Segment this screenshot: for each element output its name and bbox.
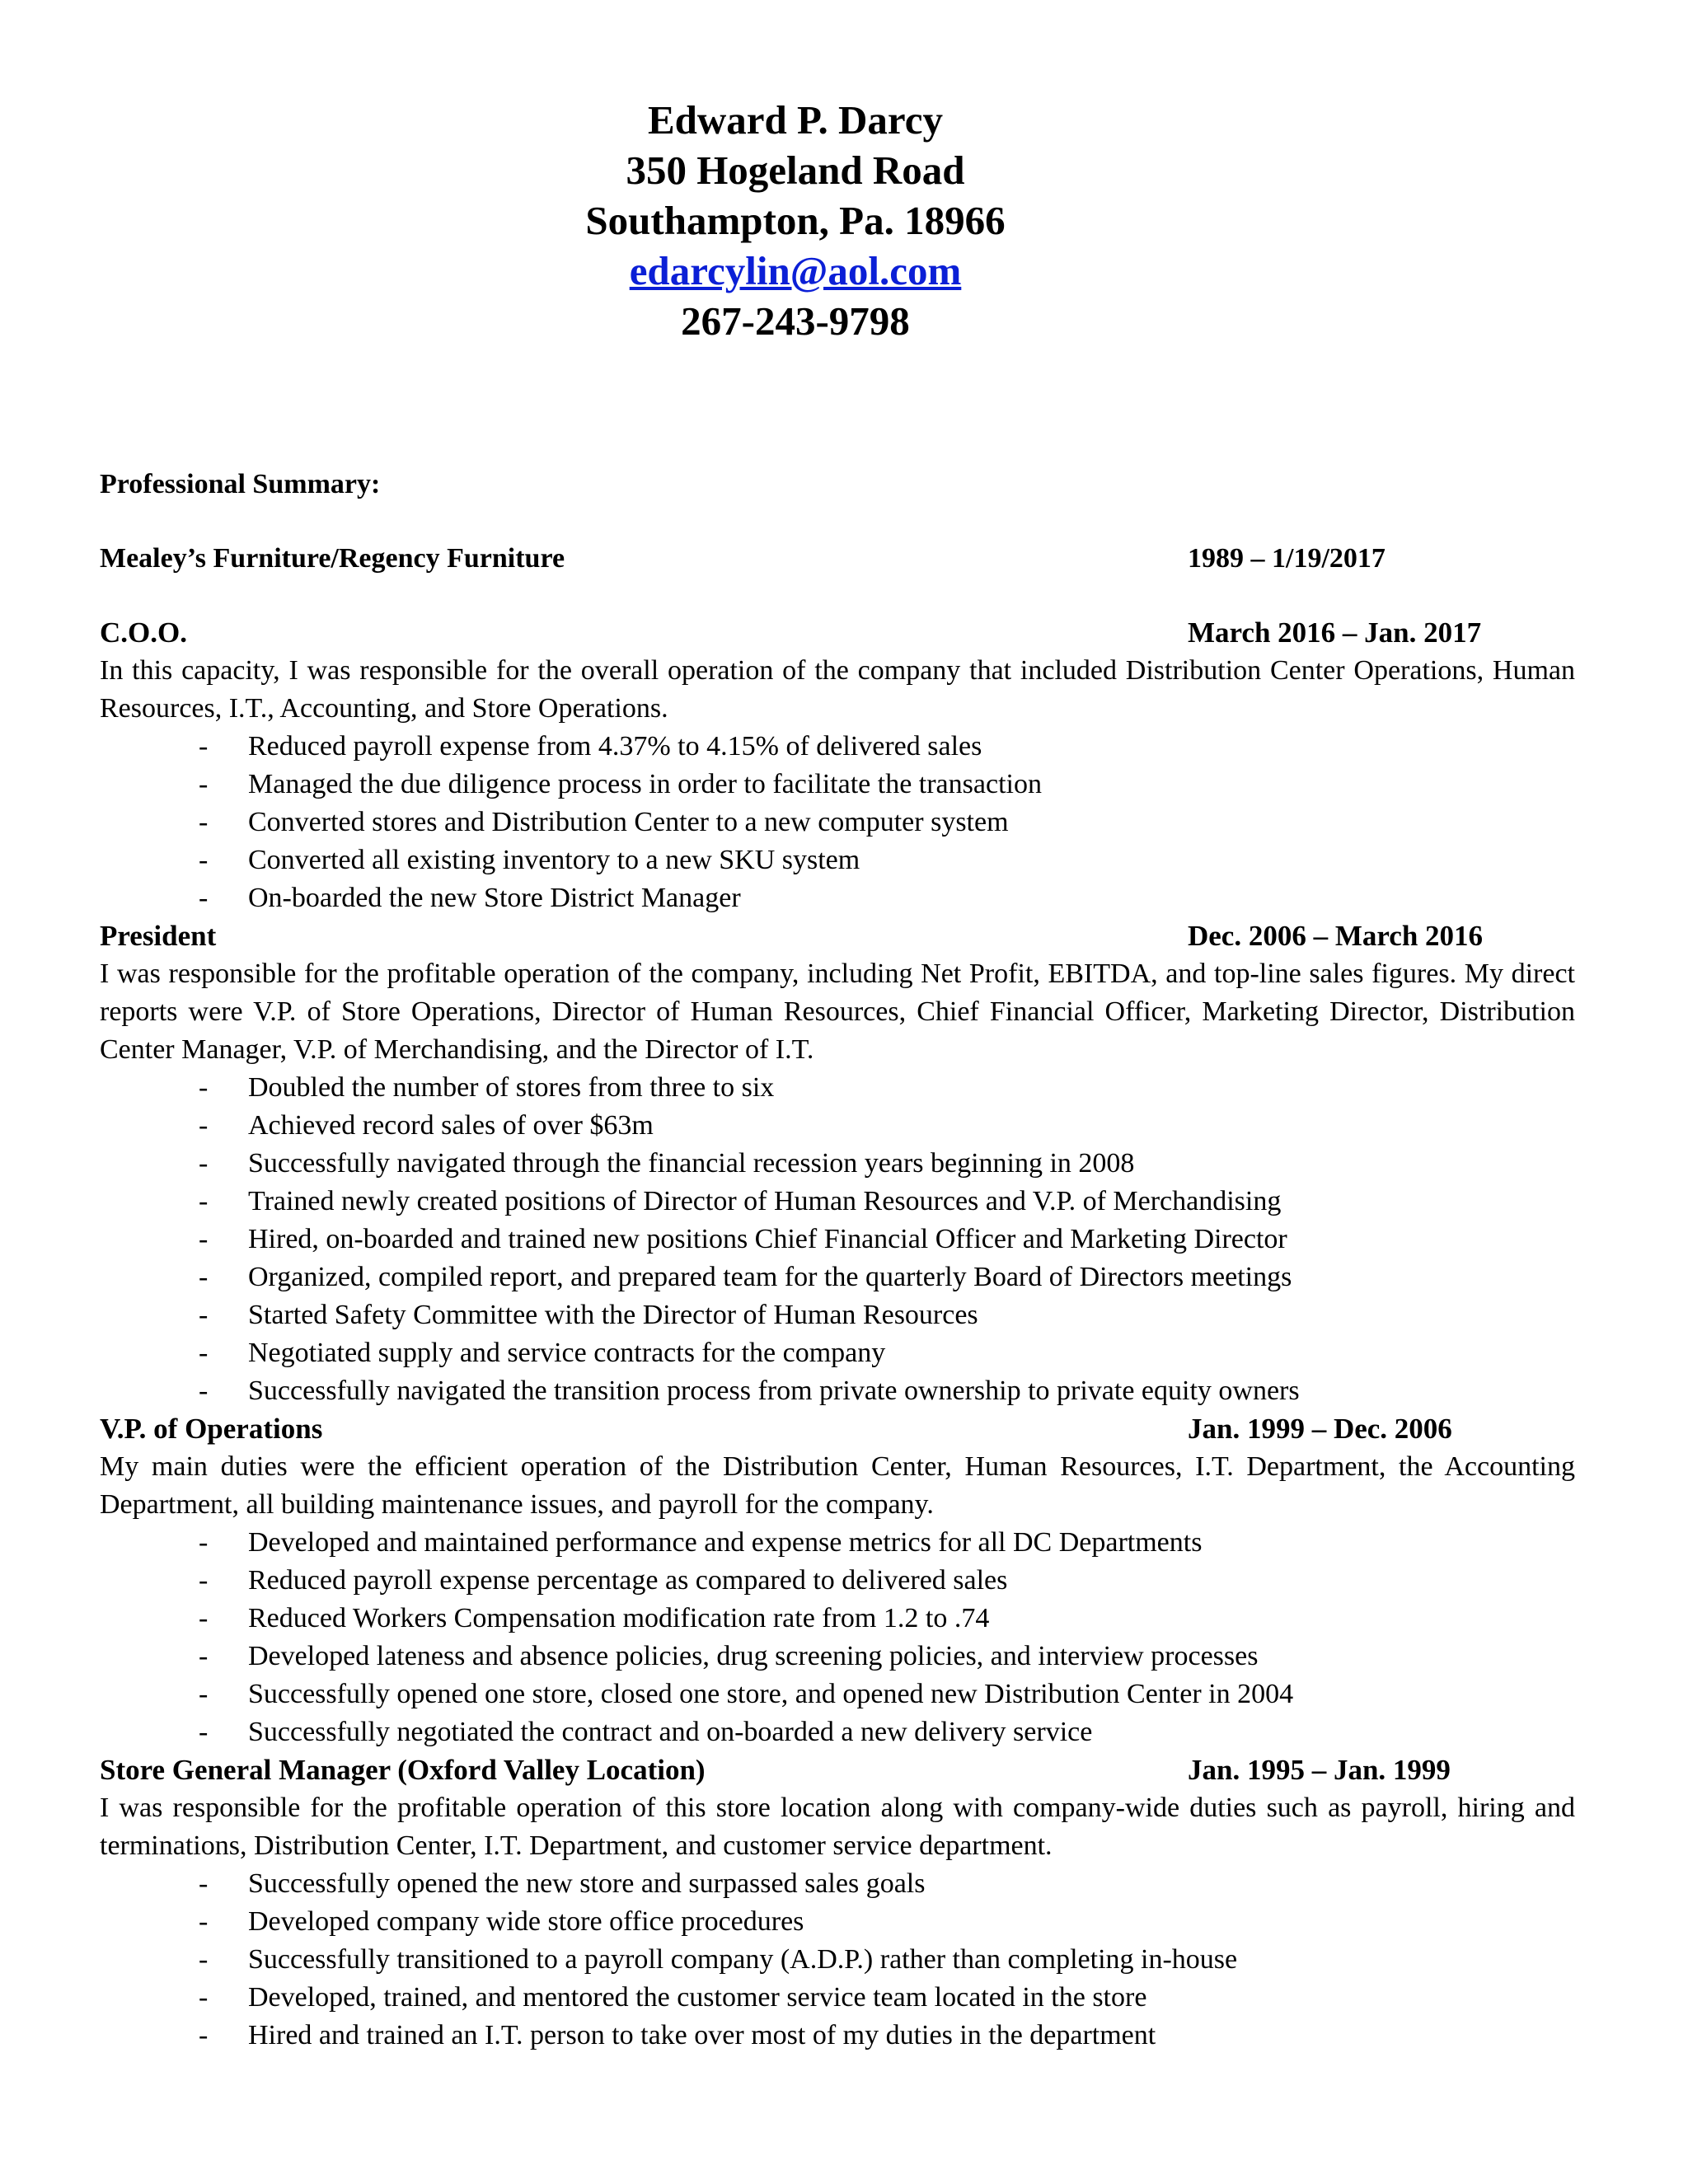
bullet-dash: - (199, 1641, 209, 1671)
company-dates: 1989 – 1/19/2017 (1188, 543, 1386, 574)
role-dates: March 2016 – Jan. 2017 (1188, 616, 1482, 649)
bullet-dash: - (199, 1338, 209, 1368)
role-achievements (100, 1069, 1575, 1410)
bullet-dash: - (199, 1944, 209, 1975)
role-description: In this capacity, I was responsible for the overall operation of the company that included Distribution Center Operations, Human Resources, I.T., Accounting, and Store Operations. (100, 655, 1575, 724)
achievement-item: - Doubled the number of stores from three to six (100, 1069, 1575, 1107)
role-title: V.P. of Operations (100, 1413, 323, 1445)
achievement-item: - Developed company wide store office procedures (100, 1903, 1575, 1941)
bullet-dash: - (199, 1982, 209, 2013)
role-store-general-manager (100, 1751, 1575, 2055)
role-dates: Dec. 2006 – March 2016 (1188, 920, 1484, 952)
achievement-item: - Converted all existing inventory to a new SKU system (100, 841, 1575, 879)
achievement-item: - Achieved record sales of over $63m (100, 1107, 1575, 1145)
street-address: 350 Hogeland Road (626, 148, 965, 193)
city-state-zip: Southampton, Pa. 18966 (585, 198, 1006, 243)
bullet-dash: - (199, 1262, 209, 1292)
achievement-item: - On-boarded the new Store District Manager (100, 879, 1575, 917)
achievement-item: - Developed, trained, and mentored the customer service team located in the store (100, 1979, 1575, 2017)
achievement-item: - Reduced Workers Compensation modification rate from 1.2 to .74 (100, 1600, 1575, 1638)
achievement-item: - Reduced payroll expense from 4.37% to 4.15% of delivered sales (100, 728, 1575, 766)
bullet-dash: - (199, 1906, 209, 1937)
achievement-item: - Converted stores and Distribution Center to a new computer system (100, 804, 1575, 841)
company-line (100, 541, 1418, 577)
role-heading (100, 1751, 1575, 1789)
bullet-dash: - (199, 2020, 209, 2050)
achievement-item: - Managed the due diligence process in order to facilitate the transaction (100, 766, 1575, 804)
role-heading (100, 614, 1575, 652)
bullet-dash: - (199, 1110, 209, 1141)
role-description: I was responsible for the profitable operation of the company, including Net Profit, EBITDA, and top-line sales figures. My direct reports were V.P. of Store Operations, Director of Human Resources, Chief Financial Officer, Marketing Director, Distribution Center Manager, V.P. of Merchandising, and the Director of I.T. (100, 958, 1575, 1065)
bullet-dash: - (199, 1300, 209, 1330)
role-dates: Jan. 1995 – Jan. 1999 (1188, 1754, 1451, 1786)
phone-number: 267-243-9798 (681, 298, 910, 344)
achievement-item: - Successfully opened the new store and surpassed sales goals (100, 1865, 1575, 1903)
bullet-dash: - (199, 1717, 209, 1747)
bullet-dash: - (199, 1527, 209, 1558)
achievement-item: - Developed and maintained performance and expense metrics for all DC Departments (100, 1524, 1575, 1562)
candidate-name: Edward P. Darcy (647, 97, 943, 143)
achievement-item: - Negotiated supply and service contracts for the company (100, 1334, 1575, 1372)
role-vp-operations (100, 1410, 1575, 1751)
bullet-dash: - (199, 731, 209, 762)
role-coo (100, 614, 1575, 917)
achievement-item: - Successfully navigated the transition process from private ownership to private equity owners (100, 1372, 1575, 1410)
bullet-dash: - (199, 1224, 209, 1254)
role-title: Store General Manager (Oxford Valley Location) (100, 1754, 706, 1786)
bullet-dash: - (199, 1565, 209, 1596)
role-president (100, 917, 1575, 1410)
achievement-item: - Hired, on-boarded and trained new positions Chief Financial Officer and Marketing Director (100, 1221, 1575, 1258)
achievement-item: - Hired and trained an I.T. person to take over most of my duties in the department (100, 2017, 1575, 2055)
role-achievements (100, 1865, 1575, 2055)
bullet-dash: - (199, 1603, 209, 1633)
bullet-dash: - (199, 769, 209, 799)
bullet-dash: - (199, 845, 209, 875)
role-heading (100, 1410, 1575, 1448)
bullet-dash: - (199, 1072, 209, 1103)
achievement-item: - Successfully navigated through the financial recession years beginning in 2008 (100, 1145, 1575, 1183)
company-name: Mealey’s Furniture/Regency Furniture (100, 543, 565, 574)
role-dates: Jan. 1999 – Dec. 2006 (1188, 1413, 1452, 1445)
achievement-item: - Successfully transitioned to a payroll company (A.D.P.) rather than completing in-house (100, 1941, 1575, 1979)
contact-header (0, 95, 1591, 346)
role-achievements (100, 1524, 1575, 1751)
role-title: President (100, 920, 217, 952)
achievement-item: - Successfully opened one store, closed one store, and opened new Distribution Center in 2004 (100, 1675, 1575, 1713)
bullet-dash: - (199, 1868, 209, 1899)
email-link[interactable]: edarcylin@aol.com (629, 248, 962, 293)
role-heading (100, 917, 1575, 955)
achievement-item: - Successfully negotiated the contract and on-boarded a new delivery service (100, 1713, 1575, 1751)
section-heading-professional-summary: Professional Summary: (100, 469, 381, 499)
achievement-item: - Trained newly created positions of Director of Human Resources and V.P. of Merchandising (100, 1183, 1575, 1221)
bullet-dash: - (199, 1679, 209, 1709)
achievement-item: - Reduced payroll expense percentage as compared to delivered sales (100, 1562, 1575, 1600)
achievement-item: - Started Safety Committee with the Director of Human Resources (100, 1296, 1575, 1334)
role-achievements (100, 728, 1575, 917)
bullet-dash: - (199, 807, 209, 837)
bullet-dash: - (199, 883, 209, 913)
role-description: My main duties were the efficient operation of the Distribution Center, Human Resources, I.T. Department, the Accounting Department, all building maintenance issues, and payroll for the company. (100, 1451, 1575, 1520)
role-description: I was responsible for the profitable operation of this store location along with company-wide duties such as payroll, hiring and terminations, Distribution Center, I.T. Department, and customer service department. (100, 1793, 1575, 1861)
achievement-item: - Developed lateness and absence policies, drug screening policies, and interview processes (100, 1638, 1575, 1675)
achievement-item: - Organized, compiled report, and prepared team for the quarterly Board of Directors meetings (100, 1258, 1575, 1296)
bullet-dash: - (199, 1376, 209, 1406)
bullet-dash: - (199, 1186, 209, 1216)
bullet-dash: - (199, 1148, 209, 1179)
role-title: C.O.O. (100, 616, 187, 649)
